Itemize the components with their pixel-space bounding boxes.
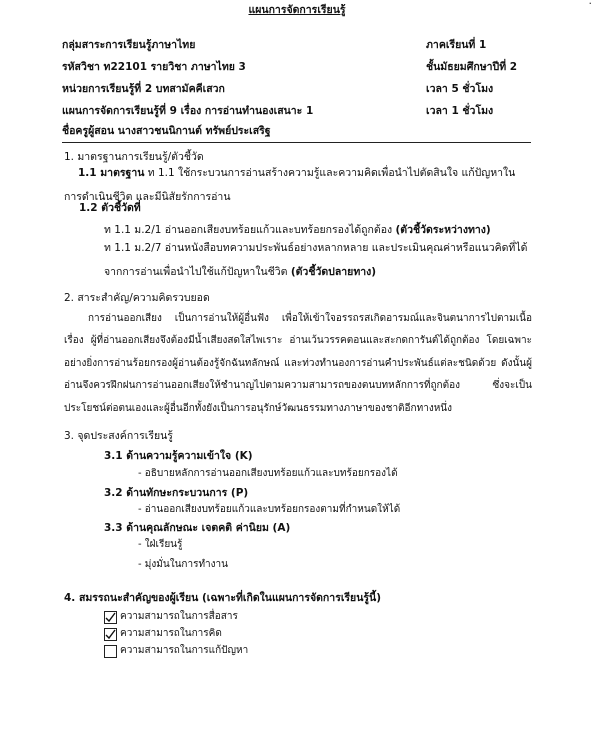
section-4-heading-text: 4. สมรรถนะสำคัญของผู้เรียน (เฉพาะที่เกิดในแผนการจัดการเรียนรู้นี้) xyxy=(64,592,382,604)
section-2-heading: 2. สาระสำคัญ/ความคิดรวบยอด xyxy=(64,292,210,304)
section-3-heading: 3. จุดประสงค์การเรียนรู้ xyxy=(64,430,173,442)
indicator-1-tag: (ตัวชี้วัดระหว่างทาง) xyxy=(395,224,491,236)
document-title: แผนการจัดการเรียนรู้ xyxy=(248,4,346,16)
plan-time: เวลา 1 ชั่วโมง xyxy=(426,105,494,117)
grade-level: ชั้นมัธยมศึกษาปีที่ 2 xyxy=(426,61,518,73)
subject-group: กลุ่มสาระการเรียนรู้ภาษาไทย xyxy=(62,39,196,51)
indicator-2 xyxy=(104,236,532,284)
competency-label-problem-solving: ความสามารถในการแก้ปัญหา xyxy=(120,645,249,656)
competency-checkbox-thinking[interactable] xyxy=(104,628,117,641)
section-4-heading xyxy=(64,591,381,605)
section-1-heading: 1. มาตรฐานการเรียนรู้/ตัวชี้วัด xyxy=(64,151,204,163)
indicator-1 xyxy=(104,223,491,237)
plan-title: แผนการจัดการเรียนรู้ที่ 9 เรื่อง การอ่านทำนองเสนาะ 1 xyxy=(62,105,314,117)
standard-text: ท 1.1 ใช้กระบวนการอ่านสร้างความรู้และความคิดเพื่อนำไปตัดสินใจ แก้ปัญหาในการดำเนินชีวิต และมีนิสัยรักการอ่าน xyxy=(64,167,516,203)
indicator-2-text: ท 1.1 ม.2/7 อ่านหนังสือบทความประพันธ์อย่างหลากหลาย และประเมินคุณค่าหรือแนวคิดที่ได้จากการอ่านเพื่อนำไปใช้แก้ปัญหาในชีวิต xyxy=(104,242,528,278)
semester: ภาคเรียนที่ 1 xyxy=(426,39,487,51)
competency-checkbox-problem-solving[interactable] xyxy=(104,645,117,658)
indicator-1-text: ท 1.1 ม.2/1 อ่านออกเสียงบทร้อยแก้วและบทร้อยกรองได้ถูกต้อง xyxy=(104,224,396,236)
objective-a-heading: 3.3 ด้านคุณลักษณะ เจตคติ ค่านิยม (A) xyxy=(104,522,291,534)
objective-a-item-2: - มุ่งมั่นในการทำงาน xyxy=(138,559,228,570)
checkmark-icon xyxy=(105,629,116,640)
core-concept-paragraph: การอ่านออกเสียง เป็นการอ่านให้ผู้อื่นฟัง เพื่อให้เข้าใจอรรถรสเกิดอารมณ์และจินตนาการไปตามเนื้อเรื่อง ผู้ที่อ่านออกเสียงจึงต้องมีน้ำเสียงสดใสไพเราะ อ่านเว้นวรรคตอนและสะกดการันต์ได้ถูกต้อง โดยเฉพาะอย่างยิ่งการอ่านร้อยกรองผู้อ่านต้องรู้จักฉันทลักษณ์ และท่วงทำนองการอ่านคำประพันธ์แต่ละชนิดด้วย ดังนั้นผู้อ่านจึงควรฝึกฝนการอ่านออกเสียงให้ชำนาญไปตามความสามารถของตนบทหลักการที่ถูกต้อง ซึ่งจะเป็นประโยชน์ต่อตนเองและผู้อื่นอีกทั้งยังเป็นการอนุรักษ์วัฒนธรรมทางภาษาของชาติอีกทางหนึ่ง xyxy=(64,313,532,414)
standard-label: 1.1 มาตรฐาน xyxy=(78,167,145,179)
objective-p-item: - อ่านออกเสียงบทร้อยแก้วและบทร้อยกรองตามที่กำหนดให้ได้ xyxy=(138,504,401,515)
competency-label-communication: ความสามารถในการสื่อสาร xyxy=(120,611,238,622)
competency-checkbox-communication[interactable] xyxy=(104,611,117,624)
course-code: รหัสวิชา ท22101 รายวิชา ภาษาไทย 3 xyxy=(62,61,246,73)
competency-label-thinking: ความสามารถในการคิด xyxy=(120,628,222,639)
indicator-heading: 1.2 ตัวชี้วัดที่ xyxy=(79,202,141,214)
objective-k-heading: 3.1 ด้านความรู้ความเข้าใจ (K) xyxy=(104,450,253,462)
checkmark-icon xyxy=(105,612,116,623)
unit-time: เวลา 5 ชั่วโมง xyxy=(426,83,494,95)
header-divider xyxy=(62,142,531,143)
indicator-2-tag: (ตัวชี้วัดปลายทาง) xyxy=(290,266,377,278)
objective-a-item-1: - ใฝ่เรียนรู้ xyxy=(138,539,183,550)
teacher-name: ชื่อครูผู้สอน นางสาวชนนิกานต์ ทรัพย์ประเสริฐ xyxy=(62,125,271,137)
page-corner-mark: . xyxy=(588,0,592,7)
objective-k-item: - อธิบายหลักการอ่านออกเสียงบทร้อยแก้วและบทร้อยกรองได้ xyxy=(138,468,398,479)
objective-p-heading: 3.2 ด้านทักษะกระบวนการ (P) xyxy=(104,487,249,499)
unit-title: หน่วยการเรียนรู้ที่ 2 บทสามัคคีเสวก xyxy=(62,83,225,95)
